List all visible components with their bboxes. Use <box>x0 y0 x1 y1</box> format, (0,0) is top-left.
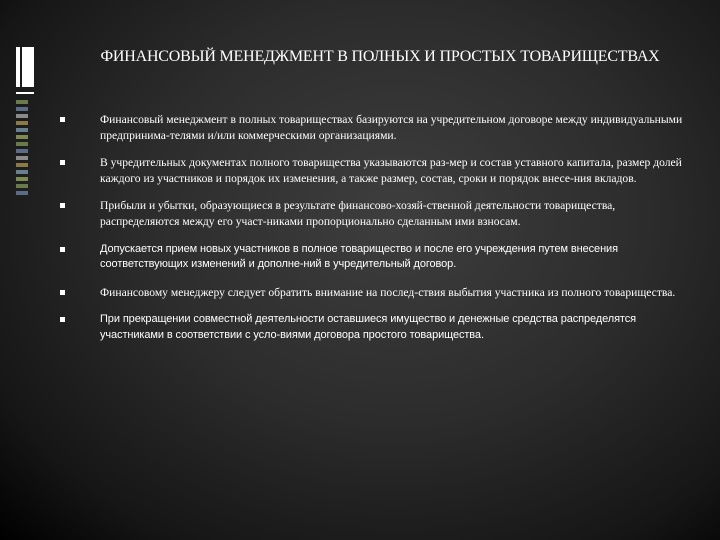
bullet-list <box>60 112 685 356</box>
bullet-item <box>60 112 685 143</box>
bullet-item <box>60 285 685 301</box>
decorative-dash <box>16 149 28 153</box>
decorative-dash <box>16 128 28 132</box>
bullet-marker-icon <box>60 203 65 208</box>
decorative-dash <box>16 114 28 118</box>
bullet-item <box>60 242 685 273</box>
bullet-marker-icon <box>60 290 65 295</box>
decorative-dash <box>16 177 28 181</box>
decorative-dash <box>16 121 28 125</box>
decorative-dash <box>16 191 28 195</box>
bullet-marker-icon <box>60 117 65 122</box>
bullet-text: При прекращении совместной деятельности оставшиеся имущество и денежные средства распределятся участниками в соответствии с усло-виями договора простого товарищества. <box>100 313 637 341</box>
bullet-marker-icon <box>60 247 65 252</box>
decorative-dash <box>16 142 28 146</box>
decorative-bar <box>16 92 34 94</box>
decorative-dash <box>16 107 28 111</box>
decorative-dash <box>16 135 28 139</box>
bullet-text: Прибыли и убытки, образующиеся в результате финансово-хозяй-ственной деятельности товарищества, распределяются между его участ-никами пропорционально сделанным ими взносам. <box>100 199 616 228</box>
decorative-dash <box>16 184 28 188</box>
decorative-dash <box>16 100 28 104</box>
decorative-bar <box>22 47 34 87</box>
decorative-dash <box>16 163 28 167</box>
decorative-dash <box>16 170 28 174</box>
decorative-bar <box>16 47 20 87</box>
slide-title: ФИНАНСОВЫЙ МЕНЕДЖМЕНТ В ПОЛНЫХ И ПРОСТЫХ ТОВАРИЩЕСТВАХ <box>100 48 660 65</box>
bullet-text: Финансовому менеджеру следует обратить внимание на послед-ствия выбытия участника из полного товарищества. <box>100 285 676 299</box>
bullet-text: В учредительных документах полного товарищества указываются раз-мер и состав уставного капитала, размер долей каждого из участников и порядок их изменения, а также размер, состав, сроки и порядок внесе-ния вкладов. <box>100 156 682 185</box>
bullet-marker-icon <box>60 160 65 165</box>
decorative-dash <box>16 156 28 160</box>
bullet-text: Допускается прием новых участников в полное товарищество и после его учреждения путем внесения соответствующих изменений и дополне-ний в учредительный договор. <box>100 242 618 271</box>
bullet-marker-icon <box>60 317 65 322</box>
bullet-item <box>60 155 685 186</box>
bullet-item <box>60 312 685 343</box>
bullet-item <box>60 198 685 229</box>
bullet-text: Финансовый менеджмент в полных товариществах базируются на учредительном договоре между индивидуальными предпринима-телями и/или коммерческими организациями. <box>100 113 683 142</box>
